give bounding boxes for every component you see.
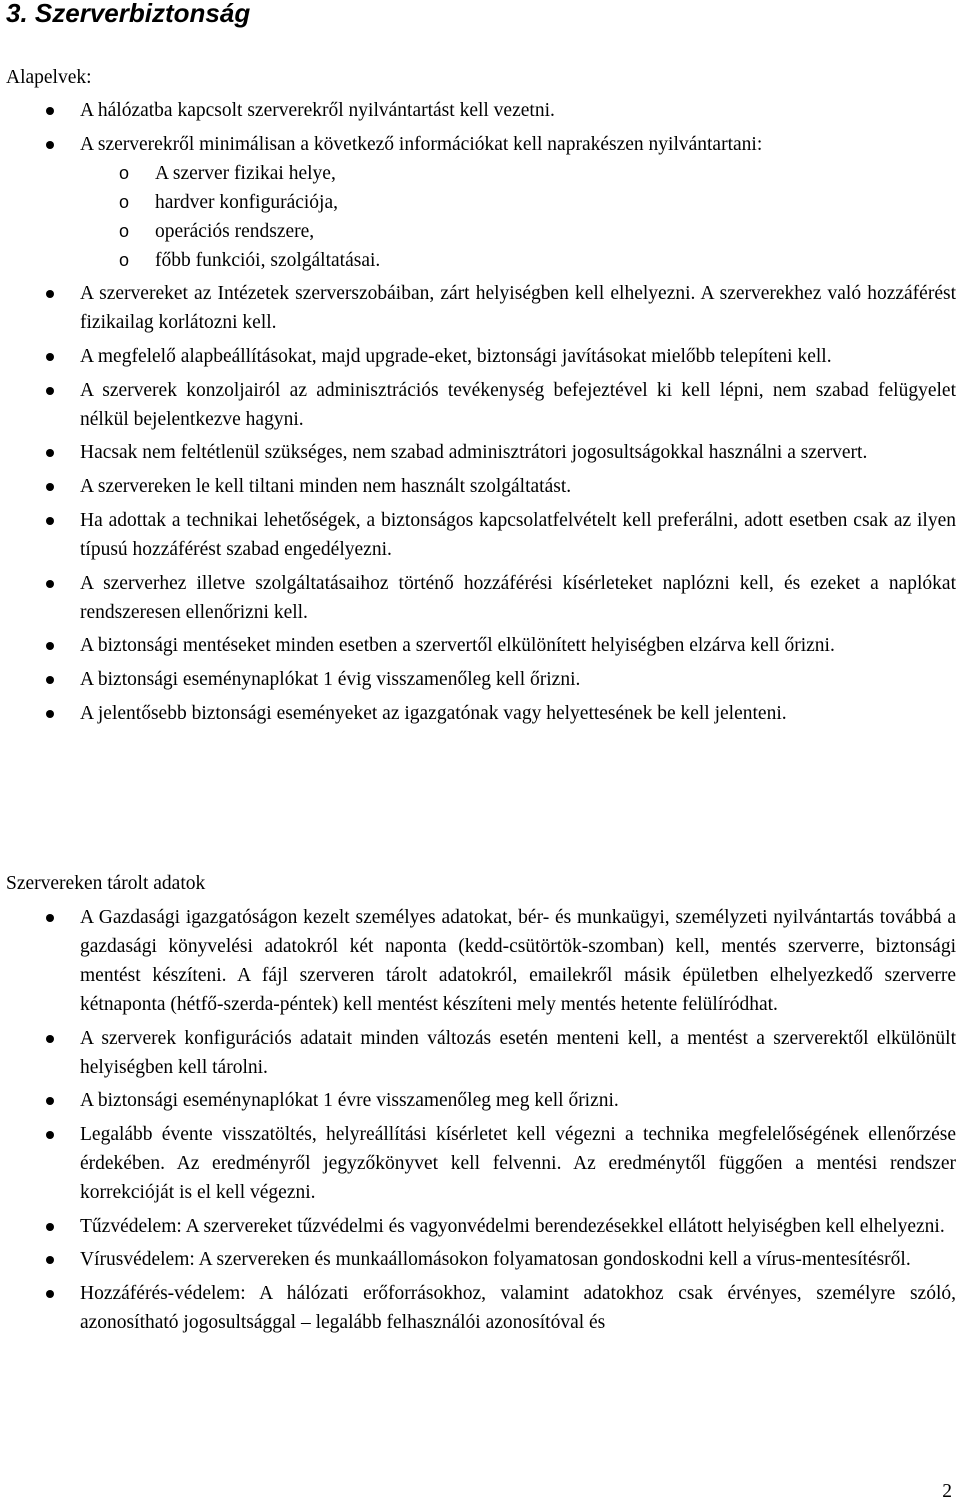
list-item-text: A biztonsági mentéseket minden esetben a szervertől elkülönített helyiségben elzárva kell őrizni. bbox=[80, 635, 835, 657]
section-label-principles: Alapelvek: bbox=[6, 67, 92, 88]
list-item-text: Ha adottak a technikai lehetőségek, a biztonságos kapcsolatfelvételt kell preferálni, adott esetben csak az ilyen típusú hozzáférést szabad engedélyezni. bbox=[80, 509, 956, 560]
list-item bbox=[80, 1024, 956, 1082]
list-item bbox=[80, 472, 956, 501]
list-item-text: A biztonsági eseménynaplókat 1 évig visszamenőleg kell őrizni. bbox=[80, 668, 581, 690]
bullet-icon bbox=[46, 1290, 54, 1298]
bullet-icon bbox=[46, 676, 54, 684]
list-item bbox=[80, 1212, 956, 1241]
list-item-text: A jelentősebb biztonsági eseményeket az igazgatónak vagy helyettesének be kell jelenteni. bbox=[80, 702, 787, 724]
list-item-text: A szervereken le kell tiltani minden nem használt szolgáltatást. bbox=[80, 476, 572, 498]
circle-bullet-icon: o bbox=[119, 249, 130, 270]
list-item bbox=[80, 279, 956, 337]
list-item-text: A Gazdasági igazgatóságon kezelt személyes adatokat, bér- és munkaügyi, személyzeti nyilvántartás továbbá a gazdasági könyvelési adatokról két naponta (kedd-csütörtök-szomban) kell, mentés szerverre, biztonsági mentést készíteni. A fájl szerveren tárolt adatokról, emailekről másik épületben elhelyezkedő szerverre kétnaponta (hétfő-szerda-péntek) kell mentést készíteni mely mentés hetente felülíródhat. bbox=[80, 907, 956, 1015]
list-item bbox=[80, 569, 956, 627]
principles-list bbox=[80, 96, 956, 732]
stored-data-list bbox=[80, 903, 956, 1342]
bullet-icon bbox=[46, 290, 54, 298]
list-item bbox=[80, 903, 956, 1019]
sub-list-item-text: operációs rendszere, bbox=[155, 220, 315, 242]
list-item-text: Hacsak nem feltétlenül szükséges, nem szabad adminisztrátori jogosultságokkal használni a szervert. bbox=[80, 442, 868, 464]
list-item-text: A szerverek konfigurációs adatait minden változás esetén menteni kell, a mentést a szerverektől elkülönült helyiségben kell tárolni. bbox=[80, 1027, 956, 1078]
bullet-icon bbox=[46, 710, 54, 718]
list-item bbox=[80, 1279, 956, 1337]
list-item bbox=[80, 376, 956, 434]
list-item-text: A szerverek konzoljairól az adminisztrációs tevékenység befejeztével ki kell lépni, nem szabad felügyelet nélkül bejelentkezve hagyni. bbox=[80, 379, 956, 430]
list-item bbox=[80, 1245, 956, 1274]
bullet-icon bbox=[46, 141, 54, 149]
sub-list-item bbox=[119, 246, 956, 275]
circle-bullet-icon: o bbox=[119, 191, 130, 212]
section-label-stored-data: Szervereken tárolt adatok bbox=[6, 873, 206, 894]
bullet-icon bbox=[46, 1223, 54, 1231]
bullet-icon bbox=[46, 107, 54, 115]
page-number: 2 bbox=[942, 1481, 952, 1502]
sub-list-item bbox=[119, 217, 956, 246]
bullet-icon bbox=[46, 642, 54, 650]
bullet-icon bbox=[46, 1256, 54, 1264]
list-item-text: Hozzáférés-védelem: A hálózati erőforrásokhoz, valamint adatokhoz csak érvényes, személyre szóló, azonosítható jogosultsággal – legalább felhasználói azonosítóval és bbox=[80, 1283, 956, 1334]
list-item-text: A hálózatba kapcsolt szerverekről nyilvántartást kell vezetni. bbox=[80, 100, 555, 121]
bullet-icon bbox=[46, 580, 54, 588]
bullet-icon bbox=[46, 1097, 54, 1105]
list-item bbox=[80, 96, 956, 125]
list-item-text: A szerverekről minimálisan a következő információkat kell naprakészen nyilvántartani: bbox=[80, 133, 763, 155]
list-item bbox=[80, 130, 956, 275]
list-item-text: A megfelelő alapbeállításokat, majd upgrade-eket, biztonsági javításokat mielőbb telepíteni kell. bbox=[80, 346, 832, 368]
list-item bbox=[80, 342, 956, 371]
sub-list-item bbox=[119, 188, 956, 217]
list-item bbox=[80, 506, 956, 564]
list-item-text: A szerverhez illetve szolgáltatásaihoz történő hozzáférési kísérleteket naplózni kell, és ezeket a naplókat rendszeresen ellenőrizni kell. bbox=[80, 572, 956, 623]
list-item bbox=[80, 1120, 956, 1207]
sub-list-item bbox=[119, 159, 956, 188]
list-item-text: A biztonsági eseménynaplókat 1 évre visszamenőleg meg kell őrizni. bbox=[80, 1090, 619, 1112]
sub-list-item-text: hardver konfigurációja, bbox=[155, 191, 339, 213]
list-item-text: Legalább évente visszatöltés, helyreállítási kísérletet kell végezni a technika megfelelőségének ellenőrzése érdekében. Az eredményről jegyzőkönyvet kell felvenni. Az eredménytől függően a mentési rendszer korrekcióját is el kell végezni. bbox=[80, 1124, 956, 1204]
list-item bbox=[80, 699, 956, 728]
list-item bbox=[80, 1086, 956, 1115]
bullet-icon bbox=[46, 517, 54, 525]
bullet-icon bbox=[46, 1131, 54, 1139]
sub-list-item-text: A szerver fizikai helye, bbox=[155, 162, 336, 184]
list-item bbox=[80, 631, 956, 660]
circle-bullet-icon: o bbox=[119, 162, 130, 183]
circle-bullet-icon: o bbox=[119, 220, 130, 241]
sub-list bbox=[80, 159, 956, 275]
list-item-text: Tűzvédelem: A szervereket tűzvédelmi és vagyonvédelmi berendezésekkel ellátott helyiségben kell elhelyezni. bbox=[80, 1215, 945, 1237]
bullet-icon bbox=[46, 449, 54, 457]
list-item-text: Vírusvédelem: A szervereken és munkaállomásokon folyamatosan gondoskodni kell a vírus-mentesítésről. bbox=[80, 1249, 911, 1271]
list-item bbox=[80, 438, 956, 467]
bullet-icon bbox=[46, 1035, 54, 1043]
list-item-text: A szervereket az Intézetek szerverszobáiban, zárt helyiségben kell elhelyezni. A szerverekhez való hozzáférést fizikailag korlátozni kell. bbox=[80, 283, 956, 334]
bullet-icon bbox=[46, 483, 54, 491]
bullet-icon bbox=[46, 387, 54, 395]
document-title: 3. Szerverbiztonság bbox=[6, 0, 251, 28]
list-item bbox=[80, 665, 956, 694]
bullet-icon bbox=[46, 353, 54, 361]
sub-list-item-text: főbb funkciói, szolgáltatásai. bbox=[155, 249, 381, 271]
bullet-icon bbox=[46, 914, 54, 922]
